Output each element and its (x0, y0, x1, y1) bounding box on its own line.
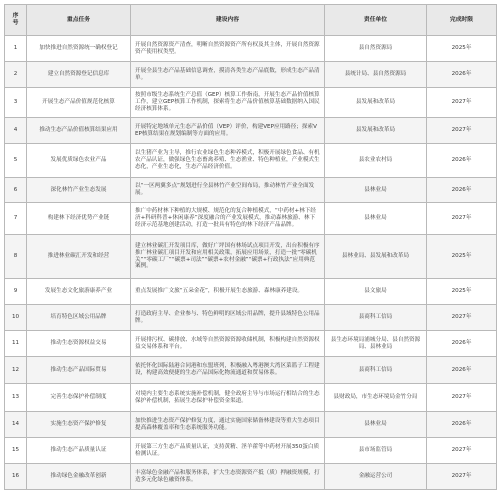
row-number: 11 (5, 331, 27, 357)
header-number (5, 5, 27, 36)
row-key-task: 实施生态资产保护修复 (27, 412, 131, 438)
row-responsible-unit: 县发展和改革局 (325, 118, 427, 144)
table-row (5, 36, 497, 62)
row-deadline: 2026年 (427, 178, 497, 203)
row-deadline: 2027年 (427, 384, 497, 412)
row-construction-content: 重点发展推广文旅“五朵金花”，积极开展生态旅游、森林康养建设。 (131, 279, 325, 305)
row-deadline: 2025年 (427, 235, 497, 279)
row-number: 16 (5, 464, 27, 490)
row-responsible-unit: 县林业局 (325, 203, 427, 235)
row-construction-content: 以生猪产业为主导，推行农业绿色生态种养模式，积极开展绿色食品、有机农产品认证，做强绿色生态畜禽养殖、生态渔业、特色种植业，产业模式生态化，产业生态化，生态产品经济价值。 (131, 144, 325, 178)
table-row (5, 384, 497, 412)
table-body (5, 36, 497, 490)
row-key-task: 开展生态产品价值规范化核算 (27, 88, 131, 118)
row-number: 5 (5, 144, 27, 178)
row-key-task: 推动生态产品价值核算结果应用 (27, 118, 131, 144)
row-deadline: 2027年 (427, 305, 497, 331)
row-responsible-unit: 县发展和改革局 (325, 88, 427, 118)
table-row (5, 178, 497, 203)
row-construction-content: 丰富绿色金融产品和服务体系，扩大生态资源资产抵（质）押融资规模，打造多元化绿色融资体系。 (131, 464, 325, 490)
row-key-task: 构建林下经济优势产业链 (27, 203, 131, 235)
row-number: 1 (5, 36, 27, 62)
table-row (5, 438, 497, 464)
row-construction-content: 建立林业碳汇开发项目库，做好广坪国有林场试点项目开发，出台积极有序推广林业碳汇项目开发和应用相关政策，拓展应用场景，打造一批“零碳机关”“零碳工厂”“碳票+司法”“碳票+农村金融”“碳票+行政执法”应用典范案例。 (131, 235, 325, 279)
row-key-task: 推动绿色金融改革创新 (27, 464, 131, 490)
row-deadline: 2026年 (427, 412, 497, 438)
table-row (5, 88, 497, 118)
row-number: 6 (5, 178, 27, 203)
row-number: 14 (5, 412, 27, 438)
table-row (5, 118, 497, 144)
row-deadline: 2026年 (427, 62, 497, 88)
row-construction-content: 加快推进生态资产保护修复力度，通过实施国家储备林建设等重大生态项目提高森林覆盖率和生态系统服务功能。 (131, 412, 325, 438)
header-number-line2: 号 (12, 20, 19, 26)
row-construction-content: 开展自然资源资产清查，明晰自然资源资产所有权及其主体，开展自然资源资产使用权类型。 (131, 36, 325, 62)
table-row (5, 62, 497, 88)
header-row (5, 5, 497, 36)
row-key-task: 深化林竹产业生态发展 (27, 178, 131, 203)
row-construction-content: 开展全县生态产品基础信息调查，摸清各类生态产品底数，形成生态产品清单。 (131, 62, 325, 88)
row-deadline: 2027年 (427, 118, 497, 144)
row-construction-content: 开展排污权、碳排放、水域等自然资源资源收储机制，积极构建自然资源权益交易体系和平台。 (131, 331, 325, 357)
table-header (5, 5, 497, 36)
row-key-task: 推动生态产品质量认证 (27, 438, 131, 464)
header-deadline: 完成时限 (427, 5, 497, 36)
row-number: 15 (5, 438, 27, 464)
row-responsible-unit: 金融运营公司 (325, 464, 427, 490)
row-responsible-unit: 县林业局、县发展和改革局 (325, 235, 427, 279)
row-responsible-unit: 县生态环境局浦城分局、县自然资源局、县林业局 (325, 331, 427, 357)
table-row (5, 305, 497, 331)
row-construction-content: 依托怀化国际陆港合同港和东盟班列，积极融入粤港澳大湾区菜篮子工程建设，构建高效便捷的生态产品国际化物流通道和贸易体系。 (131, 357, 325, 384)
row-construction-content: 开展特定地域单元生态产品价值（VEP）评价，构建VEP应用路径；探索VEP核算结果在规划编制等方面的应用。 (131, 118, 325, 144)
row-deadline: 2027年 (427, 88, 497, 118)
row-deadline: 2026年 (427, 357, 497, 384)
header-number-line1: 序 (12, 13, 19, 19)
row-number: 7 (5, 203, 27, 235)
row-number: 4 (5, 118, 27, 144)
row-key-task: 建立自然资源登记信息库 (27, 62, 131, 88)
row-construction-content: 打造政府主导、企业参与、特色鲜明的区域公用品牌，提升县域特色公用品牌。 (131, 305, 325, 331)
row-key-task: 培育特色区域公用品牌 (27, 305, 131, 331)
row-number: 9 (5, 279, 27, 305)
row-key-task: 推动生态产品国际贸易 (27, 357, 131, 384)
row-deadline: 2026年 (427, 331, 497, 357)
row-responsible-unit: 县文旅局 (325, 279, 427, 305)
row-construction-content: 推广中药材林下种植的大规模、规范化的复合种植模式，“中药材+林下经济+科研科普+休闲康养”深度融合的产业发展模式，推动森林旅游、林下经济示范基地创建活动，打造一批具有特色的林下经济产品品牌。 (131, 203, 325, 235)
table-row (5, 203, 497, 235)
row-construction-content: 按照市级生态系统生产总值（GEP）核算工作指南，开展生态产品价值核算工作，建立GEP核算工作机制，探索将生态产品价值核算基础数据纳入国民经济核算体系。 (131, 88, 325, 118)
row-number: 3 (5, 88, 27, 118)
table-row (5, 279, 497, 305)
row-responsible-unit: 县自然资源局 (325, 36, 427, 62)
header-construction-content: 建设内容 (131, 5, 325, 36)
row-deadline: 2027年 (427, 464, 497, 490)
row-key-task: 完善生态保护补偿制度 (27, 384, 131, 412)
row-number: 12 (5, 357, 27, 384)
header-responsible-unit: 责任单位 (325, 5, 427, 36)
tasks-table (4, 4, 497, 490)
row-responsible-unit: 县财政局，市生态环境局金竹分局 (325, 384, 427, 412)
row-deadline: 2025年 (427, 36, 497, 62)
table-row (5, 235, 497, 279)
row-responsible-unit: 县统计局、县自然资源局 (325, 62, 427, 88)
row-number: 10 (5, 305, 27, 331)
row-key-task: 推动生态资源权益交易 (27, 331, 131, 357)
row-key-task: 发展生态文化旅游康养产业 (27, 279, 131, 305)
table-row (5, 357, 497, 384)
table-row (5, 331, 497, 357)
row-construction-content: 以“一区两翼多点”规划进行全县林竹产业空间布局，推动林竹产业全面发展。 (131, 178, 325, 203)
table-row (5, 464, 497, 490)
table-row (5, 144, 497, 178)
row-responsible-unit: 县农业农村局 (325, 144, 427, 178)
row-deadline: 2027年 (427, 438, 497, 464)
table-row (5, 412, 497, 438)
row-deadline: 2026年 (427, 144, 497, 178)
row-responsible-unit: 县林业局 (325, 178, 427, 203)
header-key-task: 重点任务 (27, 5, 131, 36)
row-key-task: 推进林业碳汇开发和经营 (27, 235, 131, 279)
row-number: 8 (5, 235, 27, 279)
row-responsible-unit: 县林业局 (325, 412, 427, 438)
row-key-task: 加快推进自然资源统一确权登记 (27, 36, 131, 62)
row-responsible-unit: 县商科工信局 (325, 305, 427, 331)
row-deadline: 2025年 (427, 279, 497, 305)
row-deadline: 2027年 (427, 203, 497, 235)
row-construction-content: 对境内主要生态系统实施补偿机制，健全政府主导与市场运行相结合的生态保护补偿机制，拓展生态保护补偿资金渠道。 (131, 384, 325, 412)
row-responsible-unit: 县商科工信局 (325, 357, 427, 384)
row-key-task: 发展优质绿色农业产品 (27, 144, 131, 178)
row-construction-content: 开展第三方生态产品质量认证，支持黄精、淫羊藿等中药材开展350蛋白质检测认证。 (131, 438, 325, 464)
row-number: 2 (5, 62, 27, 88)
row-responsible-unit: 县市场监管局 (325, 438, 427, 464)
row-number: 13 (5, 384, 27, 412)
